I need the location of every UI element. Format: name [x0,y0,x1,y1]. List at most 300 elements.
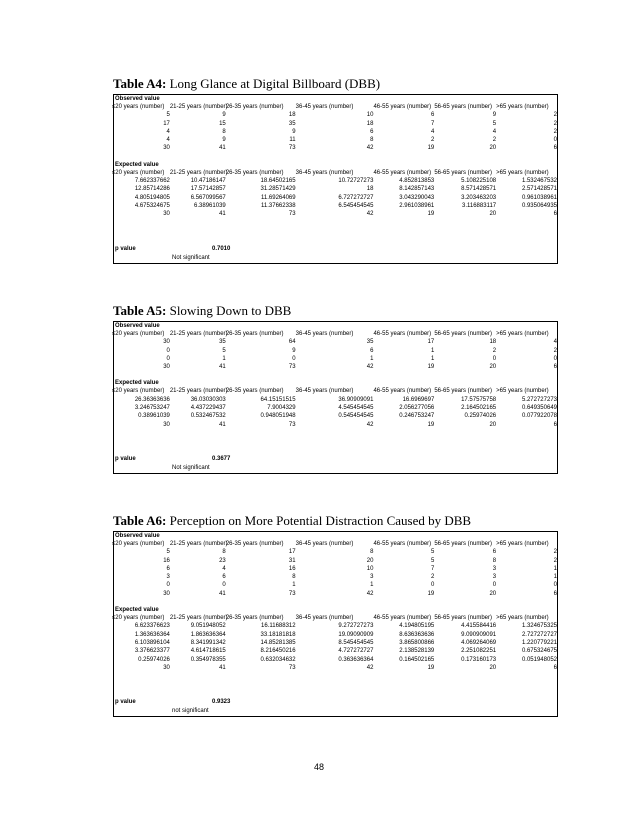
cell: 0 [222,582,226,589]
spacer [114,153,557,161]
cell: 6.567099567 [190,194,226,201]
significance-row [114,464,557,473]
cell: 7 [430,120,435,127]
column-header-row [114,169,557,177]
cell: 0.961038961 [521,194,557,201]
column-header: 36-45 years (number) [295,541,354,547]
spacer [114,219,557,245]
cell: 0 [492,582,497,589]
column-header: ≤20 years (number) [112,104,165,110]
column-header: 36-45 years (number) [295,104,354,110]
cell: 2 [553,549,557,556]
expected-row [114,202,557,210]
significance-row [114,254,557,263]
cell: 4 [492,128,497,135]
column-header: 21-25 years (number) [169,541,228,547]
cell: 1 [370,582,374,589]
column-header: 56-65 years (number) [434,169,493,176]
cell: 19 [427,211,435,218]
column-header: 21-25 years (number) [169,388,228,395]
expected-label: Expected value [115,161,159,168]
cell: 26.36363636 [134,396,170,403]
column-header-row [114,540,557,548]
spacer [114,429,557,455]
cell: 4 [553,339,557,346]
column-header: 46-55 years (number) [373,541,432,547]
column-header: 46-55 years (number) [373,615,432,622]
column-header: >65 years (number) [496,169,549,176]
cell: 1.324675325 [521,623,557,630]
cell: 8.216450216 [260,648,296,655]
cell: 17 [288,549,296,556]
cell: 5 [430,549,435,556]
cell: 73 [288,590,296,597]
cell: 4.675324675 [134,202,170,209]
cell: 1.363636364 [134,631,170,638]
cell: 3 [370,574,374,581]
cell: 0 [492,355,497,362]
cell: 1.532467532 [521,178,557,185]
column-header: ≤20 years (number) [112,388,165,395]
spacer [114,371,557,379]
cell: 0.649350649 [521,405,557,412]
cell: 17.57142857 [190,186,226,193]
cell: 41 [219,364,226,371]
cell: 18 [288,112,296,119]
cell: 6 [553,664,557,671]
cell: 4.069264069 [461,639,497,646]
cell: 36.90909091 [338,396,374,403]
cell: 4.805194805 [134,194,170,201]
cell: 4 [222,565,226,572]
cell: 1 [222,355,226,362]
expected-label: Expected value [115,380,159,387]
observed-row [114,573,557,581]
cell: 19 [427,664,435,671]
cell: 11.69264069 [261,194,296,201]
cell: 2 [553,347,557,354]
expected-row [114,639,557,647]
cell: 4.194805195 [399,623,435,630]
p-value-label: p value [115,455,136,462]
cell: 5.108225108 [461,178,497,185]
cell: 9 [222,137,226,144]
cell: 6 [370,347,374,354]
cell: 18 [489,339,497,346]
cell: 8 [370,549,374,556]
cell: 0.38961039 [138,413,170,420]
cell: 9.051948052 [190,623,226,630]
cell: 1.863636364 [190,631,226,638]
cell: 8 [222,549,226,556]
observed-row [114,144,557,152]
cell: 4.545454545 [338,405,374,412]
column-header: 26-35 years (number) [225,541,284,547]
cell: 2.961038961 [399,202,435,209]
column-header: >65 years (number) [496,104,549,110]
cell: 19 [427,421,435,428]
column-header: 26-35 years (number) [225,615,284,622]
cell: 6 [553,421,557,428]
cell: 2.727272727 [521,631,557,638]
cell: 2.138528139 [399,648,435,655]
cell: 30 [163,664,170,671]
cell: 42 [366,145,374,152]
cell: 16 [288,565,296,572]
cell: 31.28571429 [260,186,296,193]
cell: 20 [366,557,374,564]
expected-row [114,177,557,185]
column-header: 21-25 years (number) [169,331,228,337]
cell: 19 [427,145,435,152]
cell: 0 [553,582,557,589]
cell: 0.532467532 [190,413,226,420]
cell: 20 [489,590,497,597]
column-header-row [114,387,557,395]
cell: 20 [489,421,497,428]
cell: 64.15151515 [260,396,296,403]
cell: 0.051948052 [521,656,557,663]
observed-row [114,363,557,371]
observed-row [114,548,557,556]
expected-row [114,656,557,664]
cell: 42 [366,421,374,428]
cell: 16.11688312 [261,623,296,630]
cell: 33.18181818 [260,631,296,638]
cell: 35 [219,339,226,346]
cell: 1.220779221 [521,639,557,646]
cell: 73 [288,145,296,152]
cell: 73 [288,664,296,671]
cell: 18 [366,120,374,127]
cell: 16.6969697 [402,396,435,403]
cell: 73 [288,211,296,218]
significance-text: not significant [172,708,209,715]
cell: 0.25974026 [138,656,170,663]
observed-row [114,590,557,598]
cell: 4 [166,137,170,144]
column-header: 21-25 years (number) [169,104,228,110]
cell: 2 [553,557,557,564]
expected-row [114,412,557,420]
cell: 9.090909091 [461,631,497,638]
expected-row [114,664,557,672]
cell: 73 [288,364,296,371]
cell: 7 [430,565,435,572]
cell: 9 [492,112,497,119]
observed-row [114,338,557,346]
cell: 6 [222,574,226,581]
cell: 2.056277056 [399,405,435,412]
cell: 8.142857143 [399,186,435,193]
column-header: 26-35 years (number) [225,169,284,176]
cell: 1 [553,574,557,581]
p-value-row [114,455,557,464]
cell: 10 [366,112,374,119]
cell: 0.164502165 [399,656,435,663]
page-number: 48 [313,762,324,772]
column-header-row [114,103,557,111]
p-value-row [114,698,557,707]
p-value: 0.9323 [212,699,231,706]
column-header: 26-35 years (number) [225,388,284,395]
cell: 2 [492,137,497,144]
cell: 5 [166,112,170,119]
cell: 9.272727273 [338,623,374,630]
section-title: Table A5: Slowing Down to DBB [113,303,292,318]
column-header: ≤20 years (number) [112,541,165,547]
cell: 2.251082251 [461,648,497,655]
cell: 5 [166,549,170,556]
cell: 41 [219,590,226,597]
cell: 7.662337662 [134,178,170,185]
cell: 8.571428571 [461,186,497,193]
cell: 0.173160173 [461,656,497,663]
observed-row [114,120,557,128]
cell: 23 [219,557,226,564]
observed-row [114,347,557,355]
column-header: ≤20 years (number) [112,169,165,176]
observed-row [114,557,557,565]
p-value-row [114,245,557,254]
cell: 0 [553,355,557,362]
expected-row [114,631,557,639]
cell: 5 [430,557,435,564]
column-header: 56-65 years (number) [434,615,493,622]
cell: 41 [219,664,226,671]
cell: 6.545454545 [338,202,374,209]
observed-row [114,355,557,363]
cell: 0.363636364 [338,656,374,663]
cell: 8 [492,557,497,564]
cell: 8.545454545 [338,639,374,646]
section-title: Table A6: Perception on More Potential Distraction Caused by DBB [113,513,472,528]
cell: 19 [427,364,435,371]
cell: 0.354978355 [190,656,226,663]
column-header: ≤20 years (number) [112,331,165,337]
expected-label: Expected value [115,607,159,614]
cell: 8.636363636 [399,631,435,638]
cell: 4.852813853 [399,178,435,185]
significance-text: Not significant [172,464,210,471]
cell: 0.675324675 [521,648,557,655]
cell: 36.03030303 [190,396,226,403]
column-header: >65 years (number) [496,388,549,395]
observed-row [114,111,557,119]
cell: 3 [166,574,170,581]
column-header: >65 years (number) [496,615,549,622]
cell: 1 [553,565,557,572]
cell: 30 [163,339,170,346]
cell: 8 [292,574,296,581]
cell: 0 [553,137,557,144]
cell: 42 [366,664,374,671]
cell: 6 [430,112,435,119]
observed-row [114,136,557,144]
cell: 2 [553,112,557,119]
cell: 3 [492,574,497,581]
column-header: >65 years (number) [496,541,549,547]
cell: 0.246753247 [399,413,435,420]
column-header: 36-45 years (number) [295,615,354,622]
column-header: 36-45 years (number) [295,388,354,395]
cell: 10.47186147 [190,178,226,185]
cell: 2 [553,128,557,135]
cell: 4.415584416 [461,623,497,630]
data-box [113,531,558,717]
cell: 2 [430,574,435,581]
p-value: 0.7010 [212,245,231,252]
cell: 0.077922078 [521,413,557,420]
expected-row [114,421,557,429]
cell: 5 [222,347,226,354]
cell: 6.103896104 [134,639,170,646]
cell: 6 [553,211,557,218]
expected-row [114,647,557,655]
cell: 10 [366,565,374,572]
cell: 6 [553,145,557,152]
expected-row [114,210,557,218]
cell: 12.85714286 [134,186,170,193]
p-value-label: p value [115,699,136,706]
cell: 10.72727273 [338,178,374,185]
observed-label: Observed value [115,96,160,102]
column-header: 56-65 years (number) [434,541,493,547]
cell: 42 [366,211,374,218]
column-header-row [114,614,557,622]
cell: 18 [366,186,374,193]
expected-row [114,404,557,412]
cell: 6 [553,364,557,371]
cell: 30 [163,364,170,371]
cell: 5 [492,120,497,127]
column-header: 36-45 years (number) [295,169,354,176]
cell: 4 [430,128,435,135]
cell: 6 [166,565,170,572]
cell: 30 [163,590,170,597]
cell: 17.57575758 [461,396,497,403]
expected-row [114,194,557,202]
cell: 41 [219,421,226,428]
significance-text: Not significant [172,254,210,261]
cell: 31 [288,557,296,564]
cell: 11.37662338 [261,202,296,209]
column-header: 46-55 years (number) [373,388,432,395]
cell: 64 [288,339,296,346]
data-box [113,94,558,264]
cell: 0 [166,582,170,589]
spacer [114,598,557,606]
cell: 2 [553,120,557,127]
cell: 0 [166,347,170,354]
cell: 19 [427,590,435,597]
cell: 1 [370,355,374,362]
cell: 0.25974026 [464,413,497,420]
cell: 3.246753247 [134,405,170,412]
column-header: 46-55 years (number) [373,169,432,176]
column-header: 46-55 years (number) [373,331,432,337]
cell: 42 [366,590,374,597]
cell: 42 [366,364,374,371]
cell: 19.09090909 [338,631,374,638]
observed-label: Observed value [115,533,160,539]
column-header: 36-45 years (number) [295,331,354,337]
significance-row [114,707,557,716]
cell: 3.116883117 [461,202,497,209]
cell: 20 [489,364,497,371]
cell: 4.437229437 [190,405,226,412]
section-title: Table A4: Long Glance at Digital Billboard (DBB) [113,76,381,91]
cell: 0 [430,582,435,589]
cell: 2.164502165 [461,405,497,412]
cell: 1 [292,582,296,589]
cell: 3.043290043 [399,194,435,201]
cell: 1 [430,355,435,362]
cell: 6.623376623 [134,623,170,630]
column-header: 56-65 years (number) [434,104,493,110]
cell: 1 [430,347,435,354]
table-a4-section [113,76,558,264]
cell: 6 [492,549,497,556]
cell: 6.38961039 [194,202,226,209]
column-header: 21-25 years (number) [169,169,228,176]
data-box [113,321,558,474]
cell: 4.614718615 [190,648,226,655]
cell: 5.272727273 [521,396,557,403]
expected-row [114,185,557,193]
table-a5-section [113,303,558,474]
cell: 30 [163,211,170,218]
cell: 3.376623377 [134,648,170,655]
cell: 6.727272727 [338,194,374,201]
column-header: 56-65 years (number) [434,331,493,337]
expected-row [114,396,557,404]
table-a6-section [113,513,558,717]
cell: 7.9004329 [267,405,296,412]
column-header: 21-25 years (number) [169,615,228,622]
cell: 35 [288,120,296,127]
cell: 4.727272727 [338,648,374,655]
expected-row [114,622,557,630]
cell: 0.632034632 [260,656,296,663]
cell: 14.85281385 [260,639,296,646]
cell: 8.341991342 [190,639,226,646]
cell: 73 [288,421,296,428]
cell: 9 [292,128,296,135]
cell: 2 [492,347,497,354]
column-header: 26-35 years (number) [225,331,284,337]
cell: 3 [492,565,497,572]
observed-row [114,128,557,136]
cell: 2 [430,137,435,144]
cell: 2.571428571 [521,186,557,193]
cell: 0.545454545 [338,413,374,420]
cell: 20 [489,145,497,152]
cell: 30 [163,145,170,152]
column-header: >65 years (number) [496,331,549,337]
cell: 8 [370,137,374,144]
cell: 41 [219,145,226,152]
cell: 6 [553,590,557,597]
cell: 11 [289,137,296,144]
column-header: 26-35 years (number) [225,104,284,110]
observed-row [114,565,557,573]
cell: 3.865800866 [399,639,435,646]
cell: 6 [370,128,374,135]
column-header-row [114,330,557,338]
cell: 35 [366,339,374,346]
cell: 20 [489,664,497,671]
